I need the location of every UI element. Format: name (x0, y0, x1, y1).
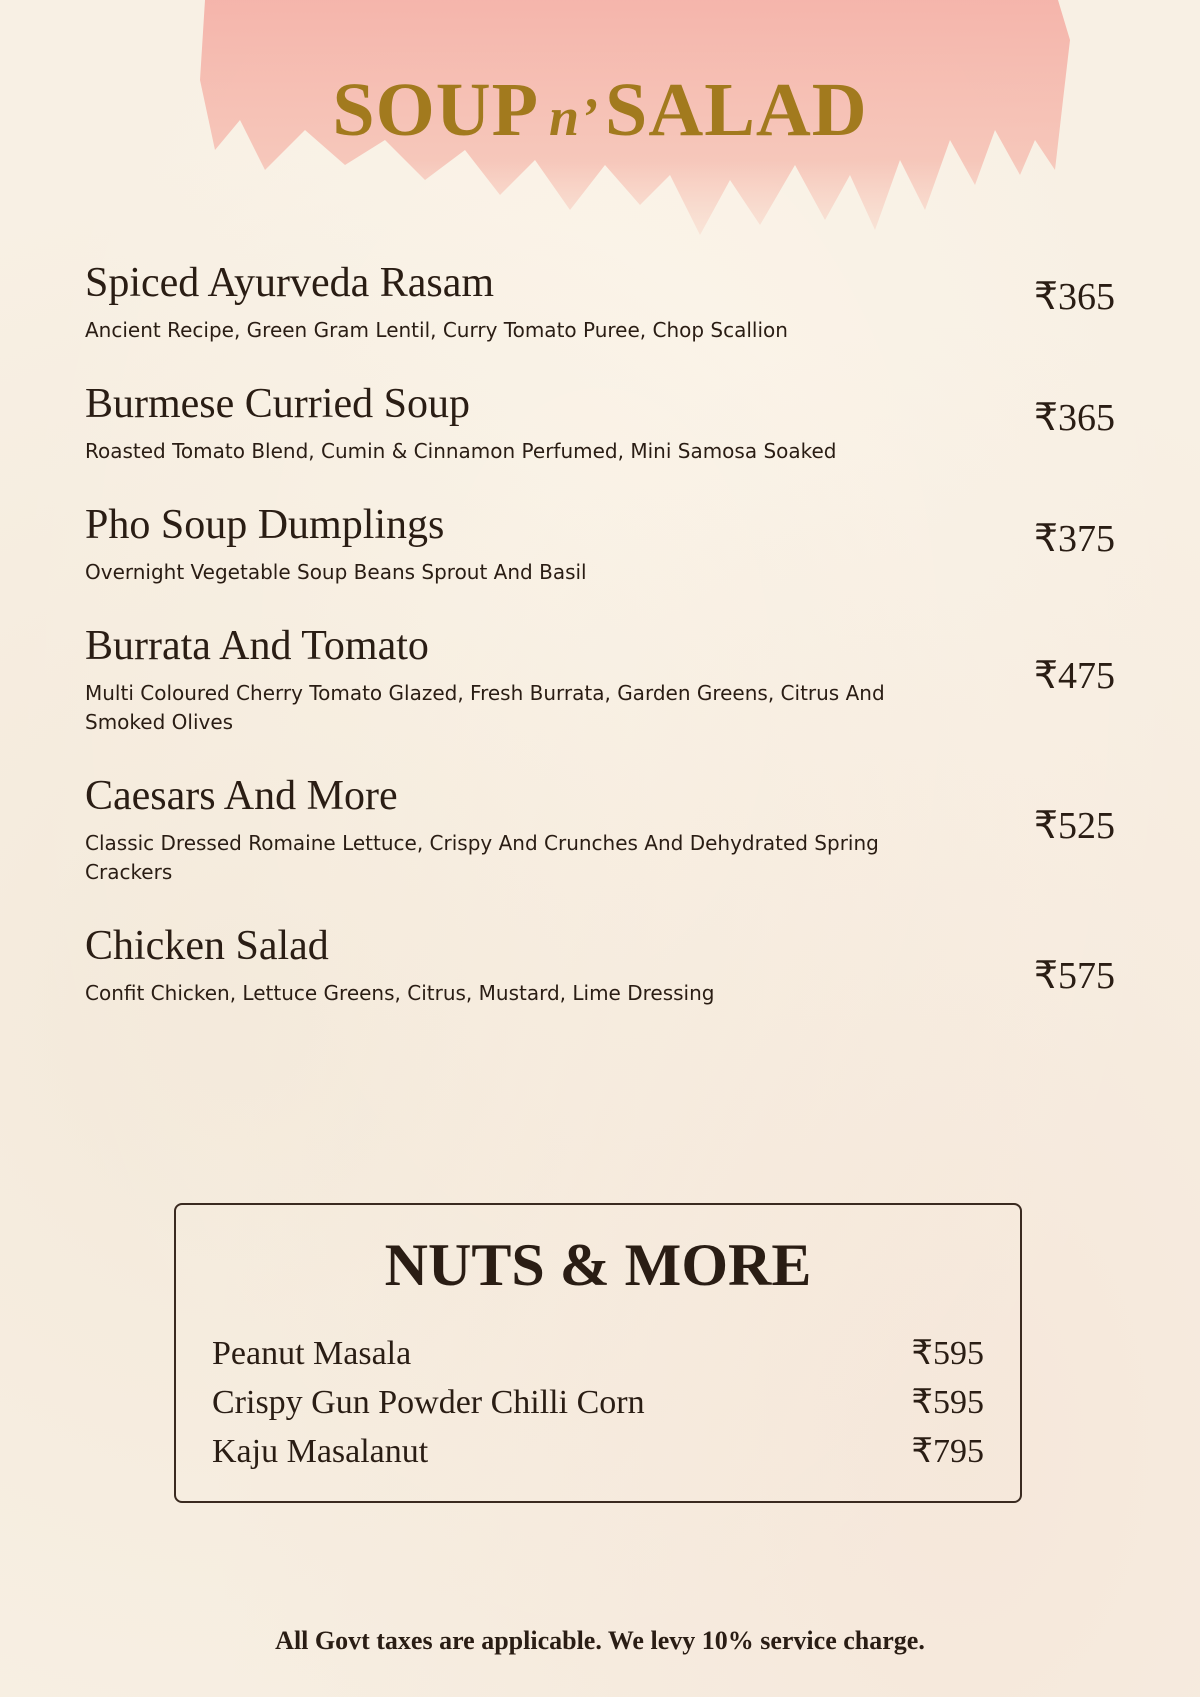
menu-item (85, 504, 1115, 587)
item-description: Roasted Tomato Blend, Cumin & Cinnamon Perfumed, Mini Samosa Soaked (85, 439, 837, 463)
nuts-and-more-box (174, 1203, 1022, 1503)
title-connector: n’ (549, 87, 600, 147)
nuts-item (212, 1337, 984, 1371)
nuts-item-price: ₹595 (911, 1335, 984, 1372)
item-price: ₹525 (1033, 805, 1115, 847)
item-price: ₹375 (1033, 518, 1115, 560)
nuts-item-price: ₹595 (911, 1384, 984, 1421)
menu-item (85, 383, 1115, 466)
title-salad: SALAD (605, 68, 868, 152)
section-title: NUTS & MORE (384, 1232, 812, 1298)
menu-item (85, 775, 1115, 887)
nuts-item-price: ₹795 (911, 1433, 984, 1470)
nuts-item (212, 1386, 984, 1420)
page-title (0, 68, 1200, 152)
menu-item (85, 262, 1115, 345)
nuts-item-name: Crispy Gun Powder Chilli Corn (212, 1384, 645, 1421)
item-price: ₹575 (1033, 955, 1115, 997)
menu-item (85, 625, 1115, 737)
item-name: Pho Soup Dumplings (85, 502, 445, 548)
item-description: Multi Coloured Cherry Tomato Glazed, Fresh Burrata, Garden Greens, Citrus And Smoked Olives (85, 681, 885, 734)
nuts-item (212, 1435, 984, 1469)
footer-note: All Govt taxes are applicable. We levy 10% service charge. (275, 1626, 925, 1655)
menu-item (85, 925, 1115, 1008)
item-price: ₹475 (1033, 655, 1115, 697)
item-name: Spiced Ayurveda Rasam (85, 260, 495, 306)
nuts-item-name: Kaju Masalanut (212, 1433, 429, 1470)
item-name: Caesars And More (85, 773, 398, 819)
nuts-item-name: Peanut Masala (212, 1335, 412, 1372)
item-description: Overnight Vegetable Soup Beans Sprout And Basil (85, 560, 587, 584)
item-description: Confit Chicken, Lettuce Greens, Citrus, Mustard, Lime Dressing (85, 981, 715, 1005)
item-name: Chicken Salad (85, 923, 329, 969)
title-soup: SOUP (332, 68, 540, 152)
item-price: ₹365 (1033, 276, 1115, 318)
item-price: ₹365 (1033, 397, 1115, 439)
item-description: Classic Dressed Romaine Lettuce, Crispy And Crunches And Dehydrated Spring Crackers (85, 831, 879, 884)
item-name: Burmese Curried Soup (85, 381, 470, 427)
item-description: Ancient Recipe, Green Gram Lentil, Curry Tomato Puree, Chop Scallion (85, 318, 788, 342)
item-name: Burrata And Tomato (85, 623, 429, 669)
